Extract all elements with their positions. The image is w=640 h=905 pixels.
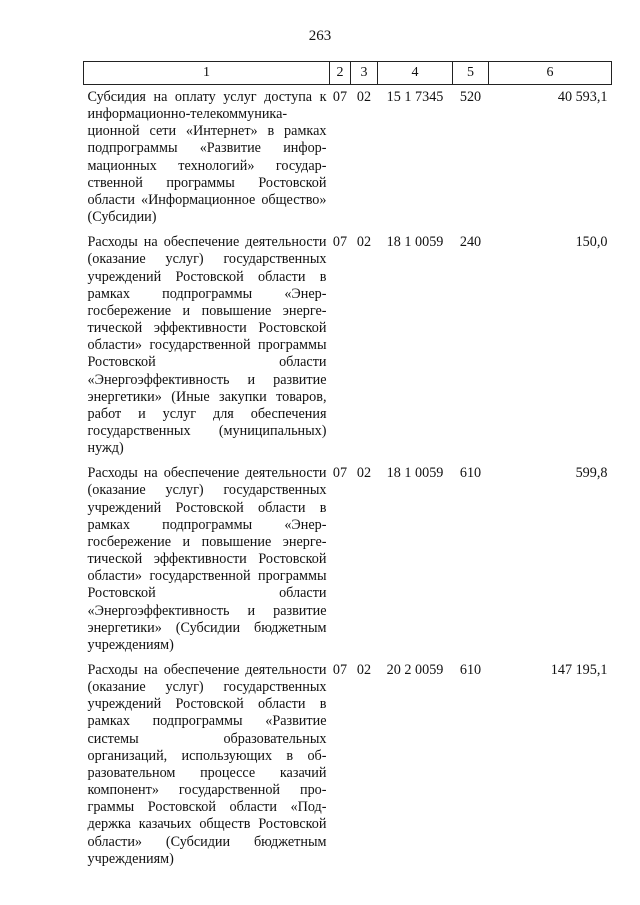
row-expense-type: 520	[459, 89, 482, 105]
budget-table	[83, 61, 612, 868]
header-col-3: 3	[351, 62, 378, 85]
row-subsection: 02	[356, 662, 372, 678]
table-row	[84, 85, 612, 227]
header-col-6: 6	[489, 62, 612, 85]
row-target-article: 20 2 0059	[386, 662, 444, 678]
row-amount: 599,8	[575, 465, 608, 482]
table-row	[84, 662, 612, 868]
table-row	[84, 234, 612, 457]
row-target-article: 18 1 0059	[386, 234, 444, 251]
row-section: 07	[332, 234, 348, 251]
row-amount: 40 593,1	[557, 89, 608, 105]
table-body	[84, 85, 612, 868]
row-description: Субсидия на оплату услуг доступа к информационно-телекоммуникационной сети «Интернет» в рамках подпрограммы «Развитие информационных технологий» государственной программы Ростовской области «Информационное общество» (Субсидии)	[87, 89, 327, 226]
row-gap	[84, 226, 612, 234]
row-section: 07	[332, 89, 348, 105]
header-col-1: 1	[84, 62, 330, 85]
row-section: 07	[332, 662, 348, 678]
row-target-article: 18 1 0059	[386, 465, 444, 482]
row-gap	[84, 654, 612, 662]
table-row	[84, 465, 612, 654]
row-subsection: 02	[356, 89, 372, 105]
row-subsection: 02	[356, 465, 372, 482]
row-expense-type: 240	[459, 234, 482, 251]
header-col-5: 5	[453, 62, 489, 85]
row-description: Расходы на обеспечение деятельности (оказание услуг) государственных учреждений Ростовской области в рамках подпрограммы «Энергосбережение и повышение энергетической эффективности Ростовской области» государственной программы Ростовской области «Энергоэффективность и развитие энергетики» (Иные закупки товаров, работ и услуг для обеспечения государственных (муниципальных) нужд)	[87, 234, 327, 457]
row-target-article: 15 1 7345	[386, 89, 444, 105]
header-row	[84, 62, 612, 85]
header-col-4: 4	[378, 62, 453, 85]
row-amount: 147 195,1	[550, 662, 608, 678]
row-expense-type: 610	[459, 465, 482, 482]
row-gap	[84, 457, 612, 465]
row-description: Расходы на обеспечение деятельности (оказание услуг) государственных учреждений Ростовской области в рамках подпрограммы «Энергосбережение и повышение энергетической эффективности Ростовской области» государственной программы Ростовской области «Энергоэффективность и развитие энергетики» (Субсидии бюджетным учреждениям)	[87, 465, 327, 653]
row-section: 07	[332, 465, 348, 482]
table-header	[84, 62, 612, 85]
page-number: 263	[308, 28, 332, 44]
row-amount: 150,0	[575, 234, 608, 251]
header-col-2: 2	[330, 62, 351, 85]
row-expense-type: 610	[459, 662, 482, 678]
row-description: Расходы на обеспечение деятельности (оказание услуг) государственных учреждений Ростовской области в рамках подпрограммы «Развитие системы образовательных организаций, использующих в образовательном процессе казачий компонент» государственной программы Ростовской области «Поддержка казачьих обществ Ростовской области» (Субсидии бюджетным учреждениям)	[87, 662, 327, 867]
row-subsection: 02	[356, 234, 372, 251]
